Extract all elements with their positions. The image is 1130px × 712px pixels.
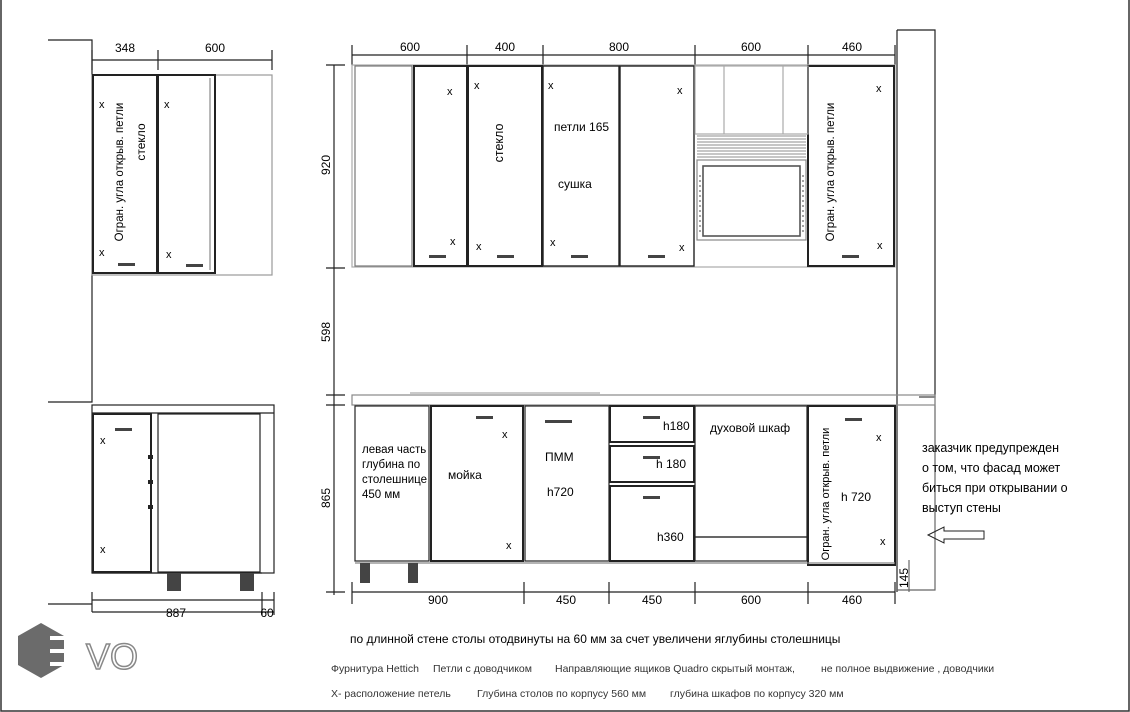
left-base-side bbox=[158, 414, 260, 572]
hinge-mark: x bbox=[100, 435, 106, 447]
hinge-mark: x bbox=[476, 241, 482, 253]
upper-glass-label: стекло bbox=[492, 123, 506, 163]
hinge-mark: x bbox=[876, 432, 882, 444]
base-dishwasher-label: ПММ bbox=[545, 450, 574, 464]
base-oven-drawer bbox=[695, 537, 807, 561]
note-table-depth: Глубина столов по корпусу 560 мм bbox=[477, 688, 647, 700]
upper-hinges-label: петли 165 bbox=[554, 120, 610, 134]
main-upper-door-2 bbox=[468, 66, 542, 266]
hinge-mark: x bbox=[877, 240, 883, 252]
main-upper-side-panel bbox=[355, 66, 412, 266]
note-hardware: Фурнитура Hettich bbox=[331, 663, 419, 675]
hinge-mark: x bbox=[880, 536, 886, 548]
warning-line4: выступ стены bbox=[922, 501, 1001, 515]
main-upper-height-920: 920 bbox=[319, 154, 333, 176]
hinge-mark: x bbox=[679, 242, 685, 254]
plinth-height-145: 145 bbox=[897, 567, 911, 589]
left-glass-label: стекло bbox=[134, 123, 148, 161]
hinge-mark: x bbox=[502, 429, 508, 441]
upper-dryer-label: сушка bbox=[558, 177, 592, 191]
warning-line2: о том, что фасад может bbox=[922, 461, 1061, 475]
hinge-mark: x bbox=[164, 99, 170, 111]
note-cabinet-depth: глубина шкафов по корпусу 320 мм bbox=[670, 688, 844, 700]
warning-arrow-icon bbox=[928, 527, 984, 543]
hinge-mark: x bbox=[506, 540, 512, 552]
main-base-height-865: 865 bbox=[319, 487, 333, 509]
main-upper-door-1 bbox=[414, 66, 467, 266]
main-bottom-dim-450: 450 bbox=[555, 593, 577, 607]
main-bottom-dim-900: 900 bbox=[427, 593, 449, 607]
base-dishwasher-height: h720 bbox=[547, 485, 574, 499]
hinge-mark: x bbox=[474, 80, 480, 92]
left-bottom-dim-60: 60 bbox=[260, 606, 274, 620]
main-bottom-dim-460: 460 bbox=[841, 593, 863, 607]
main-top-dim-800: 800 bbox=[608, 40, 630, 54]
note-hinges: Петли с доводчиком bbox=[433, 663, 532, 675]
main-top-dim-600b: 600 bbox=[740, 40, 762, 54]
hinge-mark: x bbox=[99, 247, 105, 259]
base-left-part-line4: 450 мм bbox=[362, 489, 401, 501]
hinge-mark: x bbox=[166, 249, 172, 261]
base-dishwasher bbox=[525, 406, 609, 561]
left-top-dim-348: 348 bbox=[114, 41, 136, 55]
hood-filter bbox=[697, 136, 806, 157]
main-upper-door-5 bbox=[808, 66, 894, 266]
main-bottom-dim-600: 600 bbox=[740, 593, 762, 607]
main-upper-door-4 bbox=[620, 66, 694, 266]
base-drawer2-height: h 180 bbox=[656, 457, 687, 471]
base-right-height: h 720 bbox=[841, 490, 872, 504]
base-sink-door bbox=[431, 406, 523, 561]
hinge-mark: x bbox=[99, 99, 105, 111]
main-gap-height-598: 598 bbox=[319, 321, 333, 343]
hinge-mark: x bbox=[548, 80, 554, 92]
main-top-dim-400: 400 bbox=[494, 40, 516, 54]
main-bottom-dim-450b: 450 bbox=[641, 593, 663, 607]
hinge-mark: x bbox=[100, 544, 106, 556]
hinge-mark: x bbox=[447, 86, 453, 98]
base-left-part-line1: левая часть bbox=[362, 444, 427, 456]
warning-line3: биться при открывании о bbox=[922, 481, 1068, 495]
base-left-part-line3: столешнице bbox=[362, 474, 427, 486]
note-hinge-legend: X- расположение петель bbox=[331, 688, 451, 700]
hinge-mark: x bbox=[550, 237, 556, 249]
right-wall-outline bbox=[897, 30, 935, 397]
hinge-mark: x bbox=[677, 85, 683, 97]
left-top-dim-600: 600 bbox=[204, 41, 226, 55]
hood-unit bbox=[695, 66, 808, 134]
note-line1: по длинной стене столы отодвинуты на 60 мм за счет увеличени яглубины столешницы bbox=[350, 632, 841, 646]
main-upper-door-3 bbox=[543, 66, 619, 266]
base-oven-label: духовой шкаф bbox=[710, 421, 791, 435]
base-right-limiter-label: Огран. угла открыв. петли bbox=[820, 427, 832, 561]
note-drawers: Направляющие ящиков Quadro скрытый монтаж, bbox=[555, 663, 795, 675]
main-top-dim-460: 460 bbox=[841, 40, 863, 54]
microwave-box bbox=[697, 160, 806, 240]
left-limiter-label: Огран. угла открыв. петли bbox=[114, 102, 126, 242]
base-drawer1-height: h180 bbox=[663, 419, 690, 433]
main-top-dim-600: 600 bbox=[399, 40, 421, 54]
left-bottom-dim-887: 887 bbox=[165, 606, 187, 620]
hinge-mark: x bbox=[876, 83, 882, 95]
base-drawer3-height: h360 bbox=[657, 530, 684, 544]
main-upper-carcass bbox=[352, 65, 895, 267]
upper-right-limiter-label: Огран. угла открыв. петли bbox=[825, 102, 837, 242]
main-countertop bbox=[352, 395, 935, 405]
left-wall-outline bbox=[48, 40, 92, 402]
logo-text: VO bbox=[86, 636, 139, 677]
base-left-part-line2: глубина по bbox=[362, 459, 421, 471]
base-sink-label: мойка bbox=[448, 468, 482, 482]
note-drawers-extra: не полное выдвижение , доводчики bbox=[821, 663, 995, 675]
warning-line1: заказчик предупрежден bbox=[922, 441, 1059, 455]
hinge-mark: x bbox=[450, 236, 456, 248]
